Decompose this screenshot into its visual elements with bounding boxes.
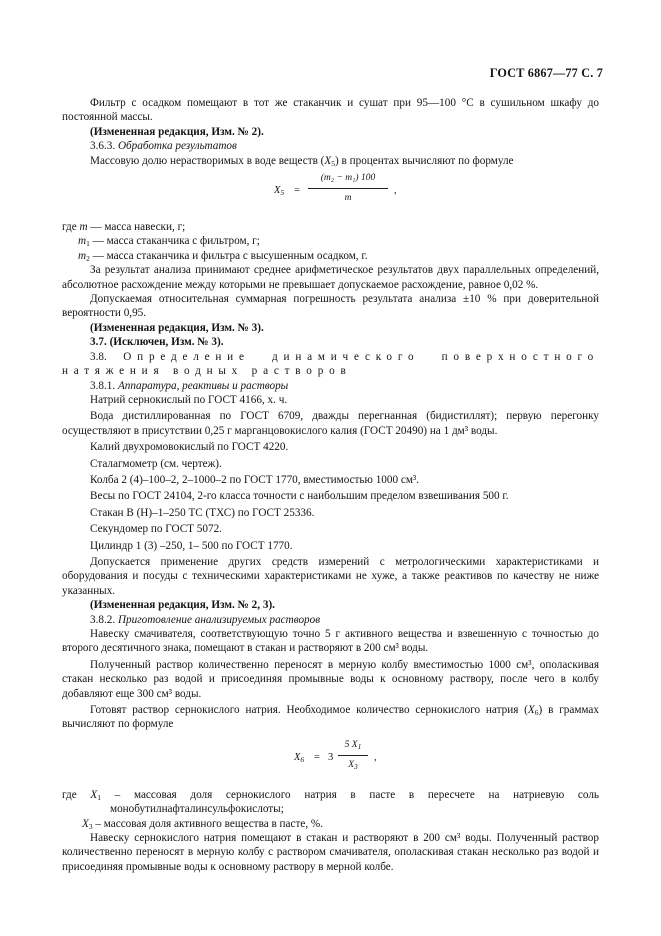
section-3-8-1: 3.8.1. Аппаратура, реактивы и растворы bbox=[90, 379, 289, 392]
paragraph-error: Допускаемая относительная суммарная погрешность результата анализа ±10 % при доверительной вероятности 0,95. bbox=[62, 293, 599, 320]
section-3-8: 3.8. Определение динамического поверхностного натяжения водных растворов bbox=[62, 350, 599, 378]
formula-equals: = bbox=[314, 751, 320, 763]
definition-m: где m — масса навески, г; bbox=[62, 221, 186, 234]
item-8: Цилиндр 1 (3) –250, 1– 500 по ГОСТ 1770. bbox=[90, 539, 293, 552]
edition-note-2: (Измененная редакция, Изм. № 3). bbox=[90, 321, 264, 334]
formula-fraction bbox=[338, 738, 368, 773]
paragraph-allow: Допускается применение других средств измерений с метрологическими характеристиками и оборудования и посуды с техническими характеристиками не хуже, а также реактивов по качеству не ниже указанных. bbox=[62, 555, 599, 597]
item-6: Стакан В (Н)–1–250 ТС (ТХС) по ГОСТ 25336. bbox=[90, 506, 315, 519]
formula-x6 bbox=[62, 735, 599, 785]
definitions-2 bbox=[62, 788, 599, 831]
edition-note-1: (Измененная редакция, Изм. № 2). bbox=[90, 125, 264, 138]
formula-comma: , bbox=[394, 185, 397, 197]
item-3: Сталагмометр (см. чертеж). bbox=[90, 457, 222, 470]
formula-numerator: 5 $X_1$ bbox=[344, 739, 362, 751]
paragraph-final: Навеску сернокислого натрия помещают в стакан и растворяют в 200 см³ воды. Полученный раствор количественно переносят в мерную колбу с раствором смачивателя, ополаскивая стакан несколько раз водой и присоединяя промывные воды к основному раствору в мерной колбе. bbox=[62, 832, 599, 873]
definition-x1: где $X_1$ – массовая доля сернокислого натрия в пасте в пересчете на натриевую соль монобутилнафталинсульфокислоты; bbox=[62, 788, 599, 816]
item-5: Весы по ГОСТ 24104, 2-го класса точности с наибольшим пределом взвешивания 500 г. bbox=[90, 490, 509, 503]
edition-note-3: (Измененная редакция, Изм. № 2, 3). bbox=[90, 599, 275, 612]
item-7: Секундомер по ГОСТ 5072. bbox=[90, 523, 222, 536]
paragraph-mass-fraction: Массовую долю нерастворимых в воде веществ $(X_5)$ в процентах вычисляют по формуле bbox=[90, 154, 514, 168]
formula-lhs: $X_5$ bbox=[274, 185, 285, 198]
formula-lhs: $X_6$ bbox=[294, 751, 305, 764]
paragraph-filter: Фильтр с осадком помещают в тот же стаканчик и сушат при 95—100 °С в сушильном шкафу до постоянной массы. bbox=[62, 97, 599, 124]
formula-comma: , bbox=[374, 751, 377, 763]
section-3-7: 3.7. (Исключен, Изм. № 3). bbox=[90, 336, 224, 349]
definition-x3: $X_3$ – массовая доля активного вещества в пасте, %. bbox=[82, 817, 324, 831]
section-3-6-3: 3.6.3. Обработка результатов bbox=[90, 140, 237, 153]
formula-fraction bbox=[308, 171, 388, 206]
definition-m1: $m_1$ — масса стаканчика с фильтром, г; bbox=[78, 235, 260, 249]
formula-denominator: m bbox=[344, 193, 352, 204]
page-header: ГОСТ 6867—77 С. 7 bbox=[489, 66, 603, 80]
fraction-bar bbox=[338, 755, 368, 756]
paragraph-solution: Полученный раствор количественно переносят в мерную колбу вместимостью 1000 см³, ополаскивая стакан несколько раз водой и присоединяя промывные воды к основному раствору, после чего в колбу добавляют еще 300 см³ воды. bbox=[62, 658, 599, 700]
item-4: Колба 2 (4)–100–2, 2–1000–2 по ГОСТ 1770, вместимостью 1000 см³. bbox=[90, 473, 420, 486]
paragraph-prep: Готовят раствор сернокислого натрия. Необходимое количество сернокислого натрия $(X_6)$ в граммах вычисляют по формуле bbox=[62, 704, 599, 731]
section-3-8-2: 3.8.2. Приготовление анализируемых растворов bbox=[90, 613, 321, 626]
document-body bbox=[62, 96, 599, 874]
fraction-bar bbox=[308, 188, 388, 189]
formula-coefficient: 3 bbox=[328, 751, 334, 763]
item-2: Калий двухромовокислый по ГОСТ 4220. bbox=[90, 441, 289, 454]
paragraph-sample: Навеску смачивателя, соответствующую точно 5 г активного вещества и взвешенную с точностью до второго десятичного знака, помещают в стакан и растворяют в 200 см³ воды. bbox=[62, 628, 599, 655]
formula-x5 bbox=[62, 171, 599, 217]
definitions-1 bbox=[62, 220, 599, 263]
formula-numerator: (m₂ − m₁) 100 bbox=[320, 173, 376, 184]
formula-equals: = bbox=[294, 185, 300, 197]
item-1: Вода дистиллированная по ГОСТ 6709, дважды перегнанная (бидистиллят); первую перегонку осуществляют в присутствии 0,25 г марганцовокислого калия (ГОСТ 20490) на 1 дм³ воды. bbox=[62, 410, 599, 437]
item-0: Натрий сернокислый по ГОСТ 4166, х. ч. bbox=[90, 393, 288, 406]
formula-denominator: $X_3$ bbox=[348, 760, 358, 772]
paragraph-result: За результат анализа принимают среднее арифметическое результатов двух параллельных определений, абсолютное расхождение между которыми не превышает допускаемое расхождение, равное 0,02 %. bbox=[62, 264, 599, 291]
definition-m2: $m_2$ — масса стаканчика и фильтра с высушенным осадком, г. bbox=[78, 249, 368, 263]
